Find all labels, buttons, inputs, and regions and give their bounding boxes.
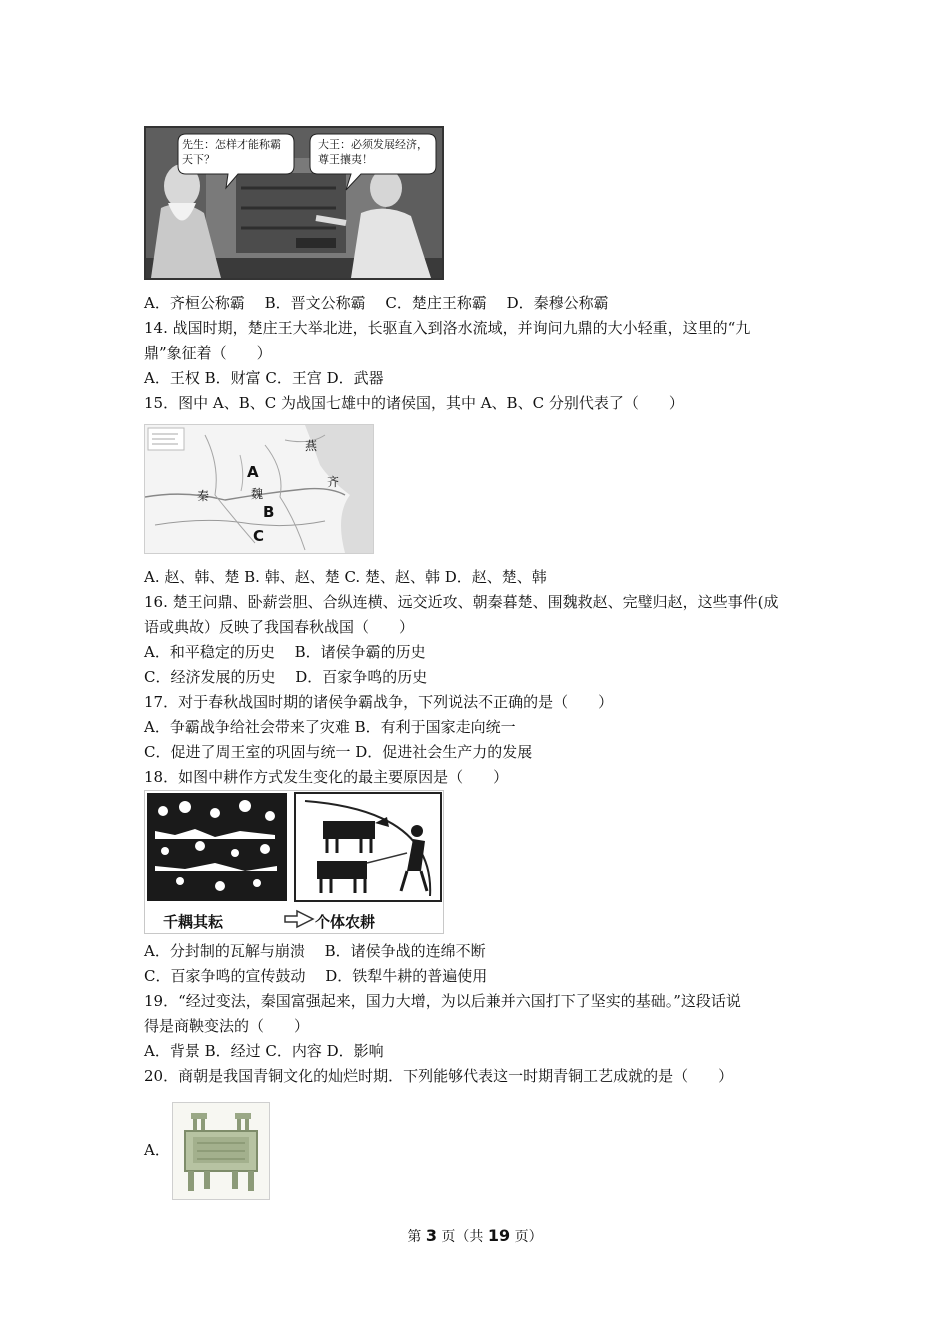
footer-prefix: 第 (407, 1229, 426, 1245)
map-label-qin: 秦 (197, 489, 210, 503)
q14-options: A．王权 B．财富 C．王宫 D．武器 (144, 369, 384, 387)
footer-suffix: 页） (510, 1229, 543, 1245)
page-footer (0, 1226, 950, 1246)
q20-option-a-label: A． (144, 1141, 170, 1159)
q16-stem-line1: 16. 楚王问鼎、卧薪尝胆、合纵连横、远交近攻、朝秦暮楚、围魏救赵、完璧归赵，这些事件(成 (144, 593, 779, 611)
footer-total-pages: 19 (487, 1226, 511, 1245)
q19-stem-line2: 得是商鞅变法的（ ） (144, 1017, 310, 1035)
fig-right-caption: 个体农耕 (315, 913, 376, 931)
bronze-ding-image (172, 1102, 270, 1200)
q15-stem: 15．图中 A、B、C 为战国七雄中的诸侯国，其中 A、B、C 分别代表了（ ） (144, 394, 684, 412)
q14-stem-line1: 14. 战国时期，楚庄王大举北进，长驱直入到洛水流域，并询问九鼎的大小轻重，这里的“九 (144, 319, 751, 337)
q13-options: A．齐桓公称霸 B．晋文公称霸 C．楚庄王称霸 D．秦穆公称霸 (144, 294, 609, 312)
q19-stem-line1: 19．“经过变法，秦国富强起来，国力大增，为以后兼并六国打下了坚实的基础。”这段话说 (144, 992, 741, 1010)
map-label-wei: 魏 (251, 487, 264, 501)
q18-options-row2: C．百家争鸣的宣传鼓动 D．铁犁牛耕的普遍使用 (144, 967, 488, 985)
warring-states-map (144, 424, 374, 554)
ding-drawing (173, 1103, 269, 1199)
map-label-c: C (253, 527, 265, 545)
q19-options: A．背景 B．经过 C．内容 D．影响 (144, 1042, 384, 1060)
q16-options-row2: C．经济发展的历史 D．百家争鸣的历史 (144, 668, 428, 686)
q15-options: A. 赵、韩、楚 B. 韩、赵、楚 C. 楚、赵、韩 D．赵、楚、韩 (144, 568, 547, 586)
map-label-yan: 燕 (305, 439, 318, 453)
map-label-a: A (247, 463, 259, 481)
q14-stem-line2: 鼎”象征着（ ） (144, 344, 272, 362)
q16-stem-line2: 语或典故）反映了我国春秋战国（ ） (144, 618, 415, 636)
footer-current-page: 3 (425, 1226, 437, 1245)
farming-change-image (144, 790, 444, 934)
q16-options-row1: A．和平稳定的历史 B．诸侯争霸的历史 (144, 643, 426, 661)
q17-options-row2: C．促进了周王室的巩固与统一 D．促进社会生产力的发展 (144, 743, 533, 761)
q20-stem: 20．商朝是我国青铜文化的灿烂时期．下列能够代表这一时期青铜工艺成就的是（ ） (144, 1067, 734, 1085)
q17-stem: 17．对于春秋战国时期的诸侯争霸战争，下列说法不正确的是（ ） (144, 693, 614, 711)
bubble-right-text: 大王：必须发展经济，尊王攘夷！ (318, 138, 428, 166)
q18-stem: 18．如图中耕作方式发生变化的最主要原因是（ ） (144, 768, 509, 786)
map-label-qi: 齐 (327, 475, 340, 489)
q17-options-row1: A．争霸战争给社会带来了灾难 B．有利于国家走向统一 (144, 718, 516, 736)
footer-middle: 页（共 (436, 1229, 488, 1245)
fig-left-caption: 千耦其耘 (163, 913, 224, 931)
bubble-left-text: 先生：怎样才能称霸天下？ (182, 138, 281, 166)
q18-options-row1: A．分封制的瓦解与崩溃 B．诸侯争战的连绵不断 (144, 942, 486, 960)
map-label-b: B (263, 503, 275, 521)
dialogue-cartoon-image (144, 126, 444, 280)
